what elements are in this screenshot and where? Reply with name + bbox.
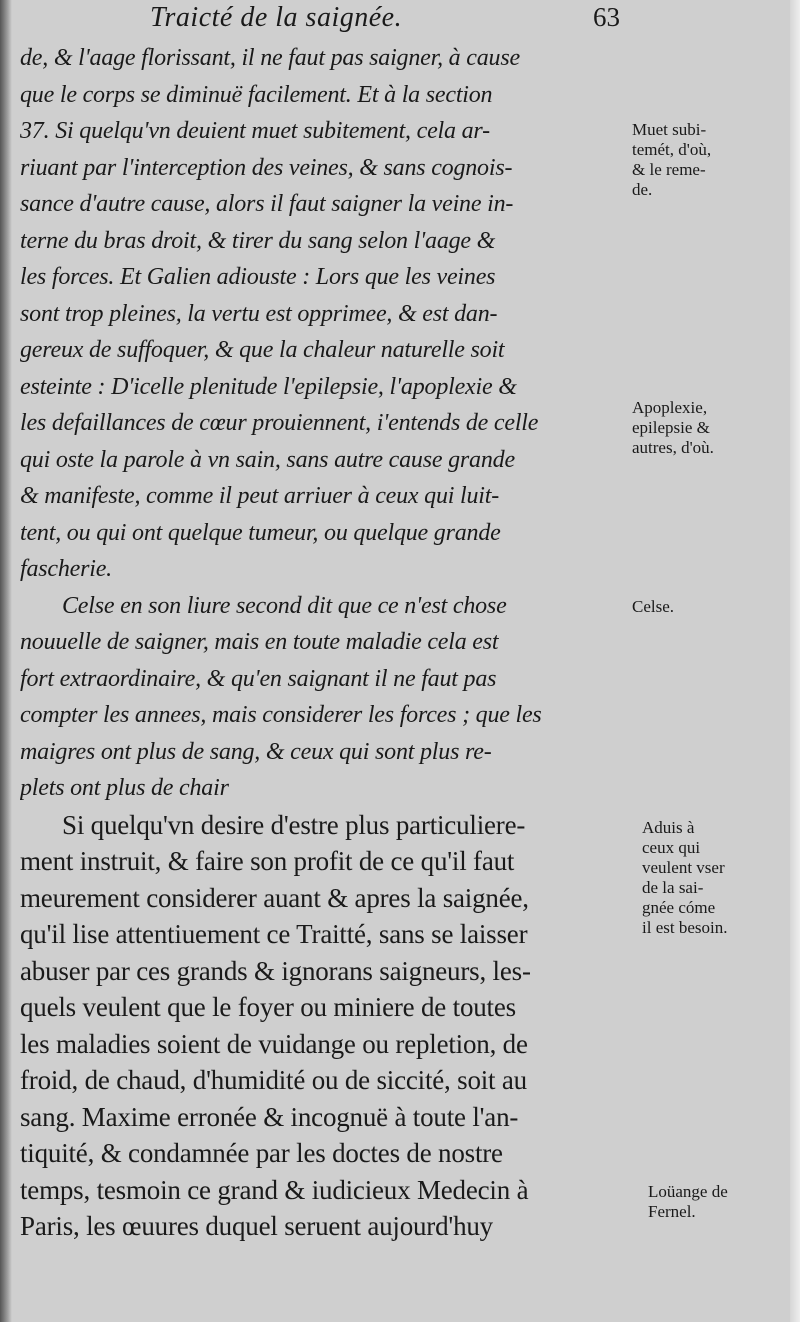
text-line: tiquité, & condamnée par les doctes de nostre — [20, 1138, 503, 1168]
text-line: fascherie. — [20, 556, 112, 582]
page-number: 63 — [593, 2, 620, 32]
text-line: les maladies soient de vuidange ou repletion, de — [20, 1028, 528, 1059]
text-line: Paris, les œuures duquel seruent aujourd'huy — [20, 1211, 493, 1241]
margin-note-muet — [632, 120, 711, 200]
text-line: maigres ont plus de sang, & ceux qui sont plus re- — [20, 738, 492, 765]
text-line: qui oste la parole à vn sain, sans autre cause grande — [20, 446, 515, 473]
paragraph-1 — [20, 40, 630, 588]
margin-note-line: autres, d'où. — [632, 438, 714, 457]
margin-note-apoplexie — [632, 398, 714, 458]
text-line: & manifeste, comme il peut arriuer à ceux qui luit- — [20, 483, 500, 509]
text-line: nouuelle de saigner, mais en toute maladie cela est — [20, 629, 499, 655]
margin-note-line: Fernel. — [648, 1202, 696, 1221]
margin-note-line: Aduis à — [642, 818, 695, 837]
text-line: les defaillances de cœur prouiennent, i'entends de celle — [20, 410, 539, 436]
margin-note-line: Celse. — [632, 597, 675, 616]
text-line: fort extraordinaire, & qu'en saignant il ne faut pas — [20, 665, 497, 692]
text-line: meurement considerer auant & apres la saignée, — [20, 882, 529, 913]
text-line: compter les annees, mais considerer les forces ; que les — [20, 702, 542, 728]
text-line: froid, de chaud, d'humidité ou de siccité, soit au — [20, 1065, 527, 1095]
text-line: esteinte : D'icelle plenitude l'epilepsie, l'apoplexie & — [20, 373, 517, 400]
margin-note-line: & le reme- — [632, 160, 706, 179]
margin-note-line: temét, d'où, — [632, 140, 712, 159]
margin-note-line: Muet subi- — [632, 120, 707, 139]
text-line: que le corps se diminuë facilement. Et à la section — [20, 81, 493, 108]
margin-note-aduis — [642, 818, 727, 938]
text-line: temps, tesmoin ce grand & iudicieux Medecin à — [20, 1174, 529, 1205]
text-line: ment instruit, & faire son profit de ce qu'il faut — [20, 846, 515, 876]
text-line: sang. Maxime erronée & incognuë à toute l'an- — [20, 1101, 519, 1132]
text-line: gereux de suffoquer, & que la chaleur naturelle soit — [20, 337, 505, 363]
margin-note-line: Loüange de — [648, 1182, 728, 1201]
margin-note-louange — [648, 1182, 728, 1222]
text-line: 37. Si quelqu'vn deuient muet subitement, cela ar- — [20, 118, 490, 144]
text-line: qu'il lise attentiuement ce Traitté, sans se laisser — [20, 919, 528, 949]
margin-note-line: il est besoin. — [642, 918, 728, 937]
page-header — [150, 2, 620, 42]
text-line: Celse en son liure second dit que ce n'est chose — [62, 592, 507, 619]
text-line: plets ont plus de chair — [20, 775, 229, 801]
margin-note-line: de la sai- — [642, 878, 704, 897]
paragraph-2 — [20, 588, 630, 807]
margin-note-line: de. — [632, 180, 653, 199]
text-line: riuant par l'interception des veines, & sans cognois- — [20, 154, 513, 181]
margin-note-line: Apoplexie, — [632, 398, 708, 417]
margin-note-line: veulent vser — [642, 858, 725, 877]
paragraph-3 — [20, 807, 630, 1245]
text-line: Si quelqu'vn desire d'estre plus particuliere- — [62, 809, 526, 840]
text-line: sance d'autre cause, alors il faut saigner la veine in- — [20, 191, 514, 217]
margin-note-line: ceux qui — [642, 838, 701, 857]
text-line: terne du bras droit, & tirer du sang selon l'aage & — [20, 227, 496, 254]
margin-note-celse — [632, 597, 674, 617]
text-line: quels veulent que le foyer ou miniere de toutes — [20, 992, 516, 1022]
text-line: tent, ou qui ont quelque tumeur, ou quelque grande — [20, 519, 501, 546]
margin-note-line: epilepsie & — [632, 418, 710, 437]
running-title: Traicté de la saignée. — [150, 2, 403, 33]
text-line: sont trop pleines, la vertu est opprimee, & est dan- — [20, 300, 498, 327]
text-line: de, & l'aage florissant, il ne faut pas saigner, à cause — [20, 45, 520, 71]
text-line: les forces. Et Galien adiouste : Lors que les veines — [20, 264, 496, 290]
main-text — [20, 40, 630, 1245]
margin-note-line: gnée cóme — [642, 898, 716, 917]
text-line: abuser par ces grands & ignorans saigneurs, les- — [20, 955, 531, 986]
